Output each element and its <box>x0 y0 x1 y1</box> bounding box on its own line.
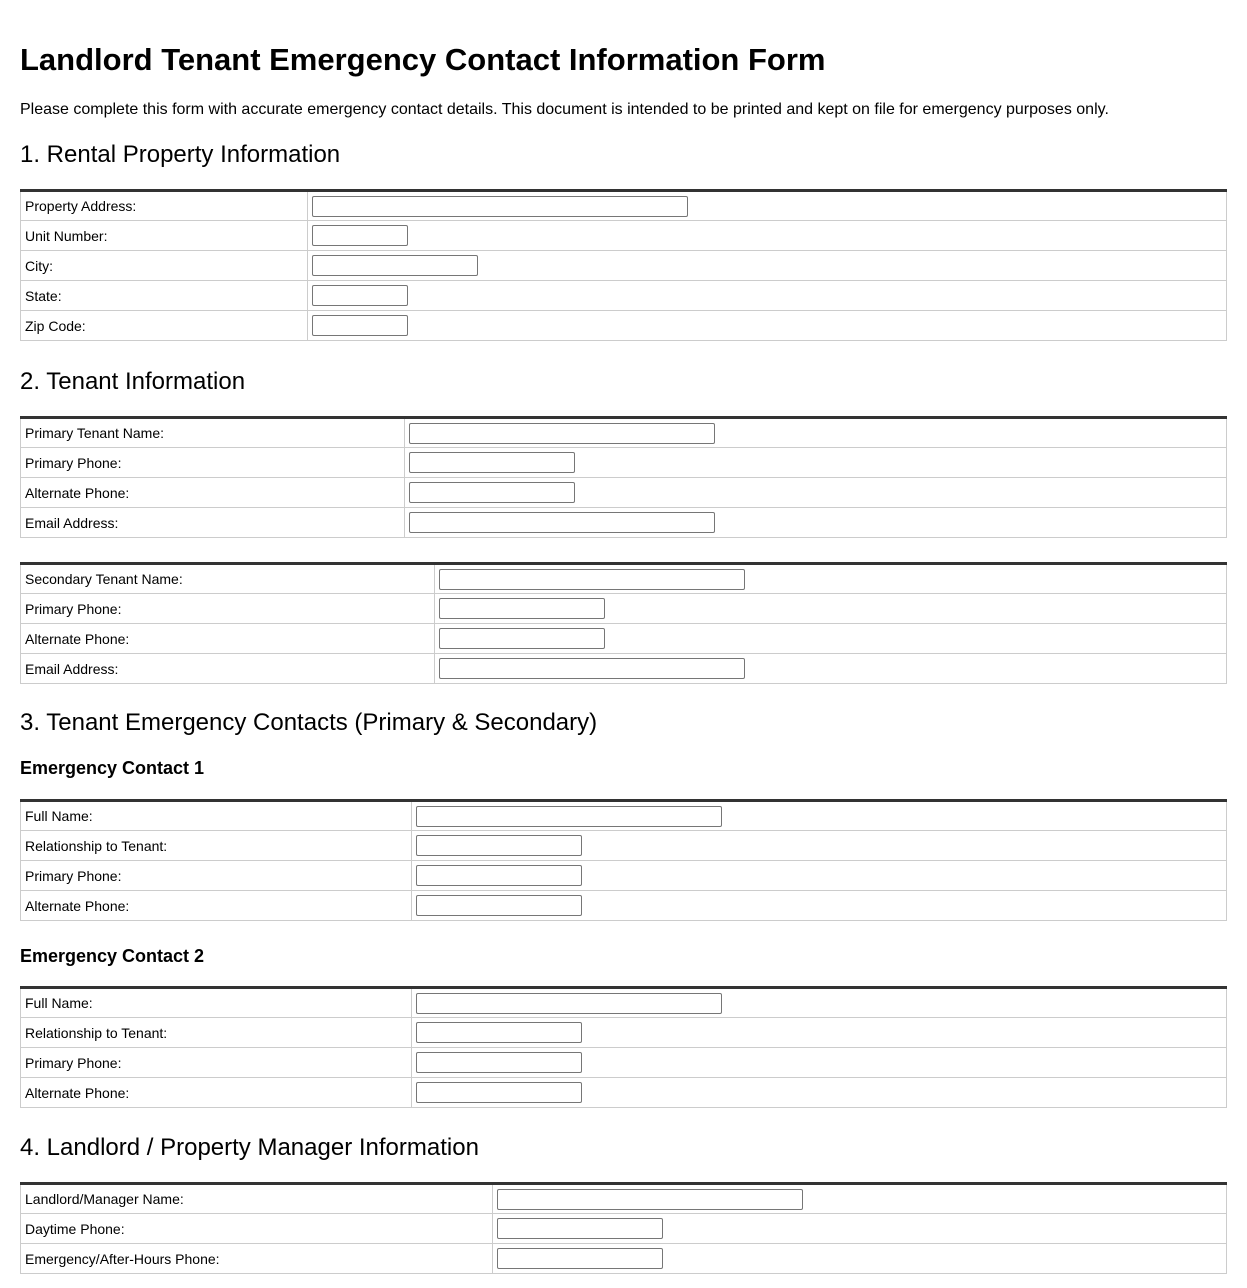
section-heading-emergency-contacts: 3. Tenant Emergency Contacts (Primary & Secondary) <box>20 709 598 736</box>
field-label: Secondary Tenant Name: <box>21 564 435 594</box>
section-heading-property: 1. Rental Property Information <box>20 141 341 168</box>
form-row <box>21 1078 1227 1108</box>
field-label: Relationship to Tenant: <box>21 831 412 861</box>
field-label: Alternate Phone: <box>21 478 405 508</box>
primary-tenant-table <box>20 416 1227 538</box>
landlord-info-table <box>20 1182 1227 1274</box>
field-label: Daytime Phone: <box>21 1214 493 1244</box>
section-heading-tenant: 2. Tenant Information <box>20 368 246 395</box>
field-label: Landlord/Manager Name: <box>21 1184 493 1214</box>
form-row <box>21 311 1227 341</box>
form-row <box>21 418 1227 448</box>
form-row <box>21 251 1227 281</box>
unit-number-input[interactable] <box>312 225 408 246</box>
form-row <box>21 281 1227 311</box>
secondary-tenant-table <box>20 562 1227 684</box>
contact2-primary-phone-input[interactable] <box>416 1052 582 1073</box>
form-row <box>21 448 1227 478</box>
emergency-contact-1-heading: Emergency Contact 1 <box>20 758 205 778</box>
field-label: Full Name: <box>21 801 412 831</box>
primary-tenant-email-input[interactable] <box>409 512 715 533</box>
form-row <box>21 221 1227 251</box>
primary-tenant-phone-input[interactable] <box>409 452 575 473</box>
form-row <box>21 594 1227 624</box>
field-label: Primary Phone: <box>21 594 435 624</box>
field-label: Alternate Phone: <box>21 624 435 654</box>
primary-tenant-name-input[interactable] <box>409 423 715 444</box>
emergency-contact-1-table <box>20 799 1227 921</box>
contact1-relationship-input[interactable] <box>416 835 582 856</box>
field-label: Unit Number: <box>21 221 308 251</box>
form-row <box>21 988 1227 1018</box>
field-label: Property Address: <box>21 191 308 221</box>
section-heading-landlord: 4. Landlord / Property Manager Information <box>20 1134 479 1161</box>
field-label: Full Name: <box>21 988 412 1018</box>
field-label: State: <box>21 281 308 311</box>
form-row <box>21 564 1227 594</box>
intro-text: Please complete this form with accurate emergency contact details. This document is intended to be printed and kept on file for emergency purposes only. <box>20 101 1109 118</box>
property-info-table <box>20 189 1227 341</box>
primary-tenant-alt-phone-input[interactable] <box>409 482 575 503</box>
state-input[interactable] <box>312 285 408 306</box>
form-row <box>21 654 1227 684</box>
form-row <box>21 624 1227 654</box>
form-row <box>21 1244 1227 1274</box>
emergency-contact-2-table <box>20 986 1227 1108</box>
property-address-input[interactable] <box>312 196 688 217</box>
field-label: Email Address: <box>21 654 435 684</box>
form-row <box>21 1214 1227 1244</box>
zip-code-input[interactable] <box>312 315 408 336</box>
field-label: Alternate Phone: <box>21 891 412 921</box>
field-label: Primary Tenant Name: <box>21 418 405 448</box>
form-row <box>21 861 1227 891</box>
page-title: Landlord Tenant Emergency Contact Information Form <box>20 42 826 77</box>
contact2-alt-phone-input[interactable] <box>416 1082 582 1103</box>
form-row <box>21 478 1227 508</box>
field-label: Zip Code: <box>21 311 308 341</box>
field-label: Relationship to Tenant: <box>21 1018 412 1048</box>
secondary-tenant-phone-input[interactable] <box>439 598 605 619</box>
field-label: Primary Phone: <box>21 1048 412 1078</box>
contact1-primary-phone-input[interactable] <box>416 865 582 886</box>
field-label: Email Address: <box>21 508 405 538</box>
landlord-after-hours-phone-input[interactable] <box>497 1248 663 1269</box>
contact1-alt-phone-input[interactable] <box>416 895 582 916</box>
form-row <box>21 891 1227 921</box>
form-row <box>21 191 1227 221</box>
contact1-full-name-input[interactable] <box>416 806 722 827</box>
form-row <box>21 1048 1227 1078</box>
emergency-contact-2-heading: Emergency Contact 2 <box>20 946 205 966</box>
form-row <box>21 508 1227 538</box>
secondary-tenant-name-input[interactable] <box>439 569 745 590</box>
field-label: Primary Phone: <box>21 448 405 478</box>
field-label: City: <box>21 251 308 281</box>
landlord-name-input[interactable] <box>497 1189 803 1210</box>
form-row <box>21 831 1227 861</box>
city-input[interactable] <box>312 255 478 276</box>
landlord-daytime-phone-input[interactable] <box>497 1218 663 1239</box>
secondary-tenant-alt-phone-input[interactable] <box>439 628 605 649</box>
field-label: Primary Phone: <box>21 861 412 891</box>
form-row <box>21 801 1227 831</box>
contact2-relationship-input[interactable] <box>416 1022 582 1043</box>
field-label: Emergency/After-Hours Phone: <box>21 1244 493 1274</box>
secondary-tenant-email-input[interactable] <box>439 658 745 679</box>
field-label: Alternate Phone: <box>21 1078 412 1108</box>
form-row <box>21 1018 1227 1048</box>
form-row <box>21 1184 1227 1214</box>
contact2-full-name-input[interactable] <box>416 993 722 1014</box>
